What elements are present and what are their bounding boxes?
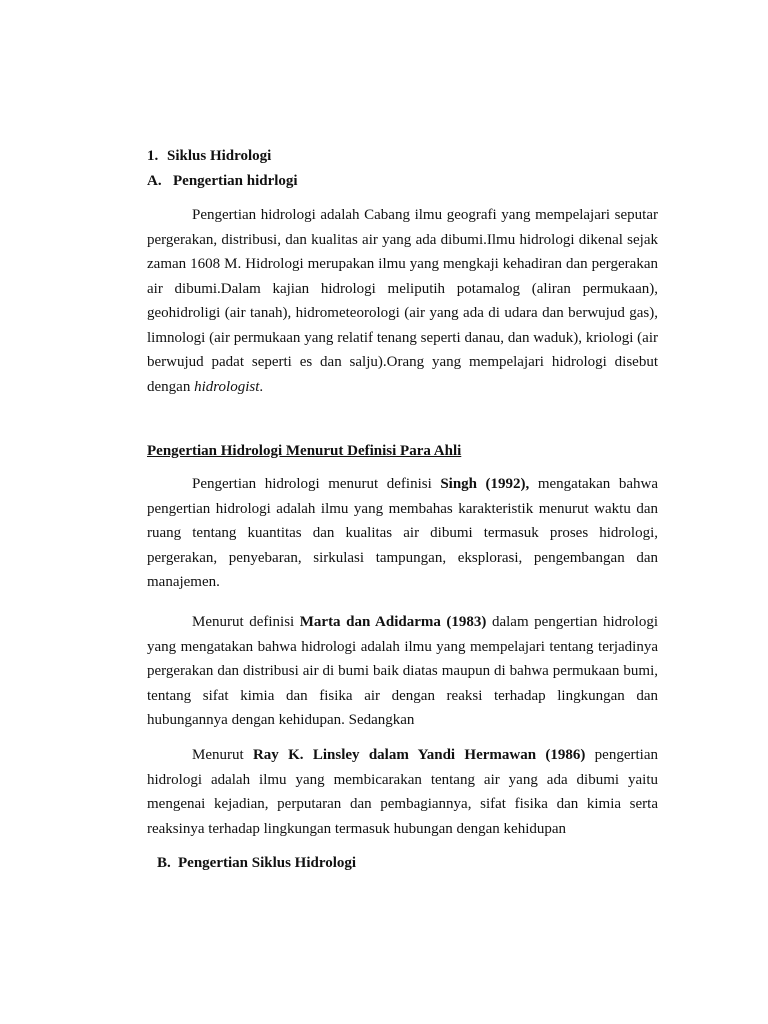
paragraph-definition-italic: hidrologist (194, 378, 260, 395)
section-a-heading (147, 173, 298, 190)
paragraph-linsley-pre: Menurut (192, 747, 253, 763)
section-1-number: 1. (147, 148, 159, 164)
paragraph-marta-post: dalam pengertian hidrologi yang mengatakan bahwa hidrologi adalah ilmu yang mempelajari tentang terjadinya pergerakan dan distribusi air di bumi baik diatas maupun di bahwa permukaan bumi, tentang sifat kimia dan fisika air dengan reaksi terhadap lingkungan dan hubungannya dengan kehidupan. Sedangkan (147, 614, 659, 728)
paragraph-definition-text: Pengertian hidrologi adalah Cabang ilmu geografi yang mempelajari seputar pergerakan, distribusi, dan kualitas air yang ada dibumi.Ilmu hidrologi dikenal sejak zaman 1608 M. Hidrologi merupakan ilmu yang mengkaji kehadiran dan pergerakan air dibumi.Dalam kajian hidrologi meliputih potamalog (aliran permukaan), geohidroligi (air tanah), hidrometeorologi (air yang ada di udara dan berwujud gas), limnologi (air permukaan yang relatif tenang seperti danau, dan waduk), kriologi (air berwujud padat seperti es dan salju).Orang yang mempelajari hidrologi disebut dengan (147, 207, 658, 395)
paragraph-definition-end: . (259, 378, 264, 395)
paragraph-singh-post: mengatakan bahwa pengertian hidrologi adalah ilmu yang membahas karakteristik menurut waktu dan ruang tentang kuantitas dan kualitas air dibumi termasuk proses hidrologi, pergerakan, penyebaran, sirkulasi tampungan, eksplorasi, pengembangan dan manajemen. (147, 476, 658, 590)
section-a-letter: A. (147, 173, 162, 189)
paragraph-singh-citation: Singh (1992), (440, 476, 530, 492)
section-1-heading (147, 148, 271, 165)
section-b-letter: B. (157, 855, 171, 871)
section-a-title: Pengertian hidrlogi (173, 173, 298, 189)
paragraph-linsley-citation: Ray K. Linsley dalam Yandi Hermawan (1986) (252, 747, 586, 763)
paragraph-linsley (147, 743, 658, 841)
section-b-title: Pengertian Siklus Hidrologi (178, 855, 357, 871)
paragraph-marta-pre: Menurut definisi (192, 614, 300, 630)
section-b-heading (157, 855, 356, 872)
paragraph-singh-pre: Pengertian hidrologi menurut definisi (192, 476, 441, 492)
paragraph-singh (147, 472, 658, 595)
paragraph-linsley-post: pengertian hidrologi adalah ilmu yang membicarakan tentang air yang ada dibumi yaitu mengenai kejadian, perputaran dan pembagiannya, sifat fisika dan kimia serta reaksinya terhadap lingkungan termasuk hubungan dengan kehidupan (147, 747, 658, 837)
subheading-expert-definitions: Pengertian Hidrologi Menurut Definisi Para Ahli (147, 443, 462, 459)
paragraph-definition (147, 203, 658, 399)
section-1-title: Siklus Hidrologi (167, 148, 272, 164)
paragraph-marta (147, 610, 658, 733)
paragraph-marta-citation: Marta dan Adidarma (1983) (299, 614, 487, 630)
